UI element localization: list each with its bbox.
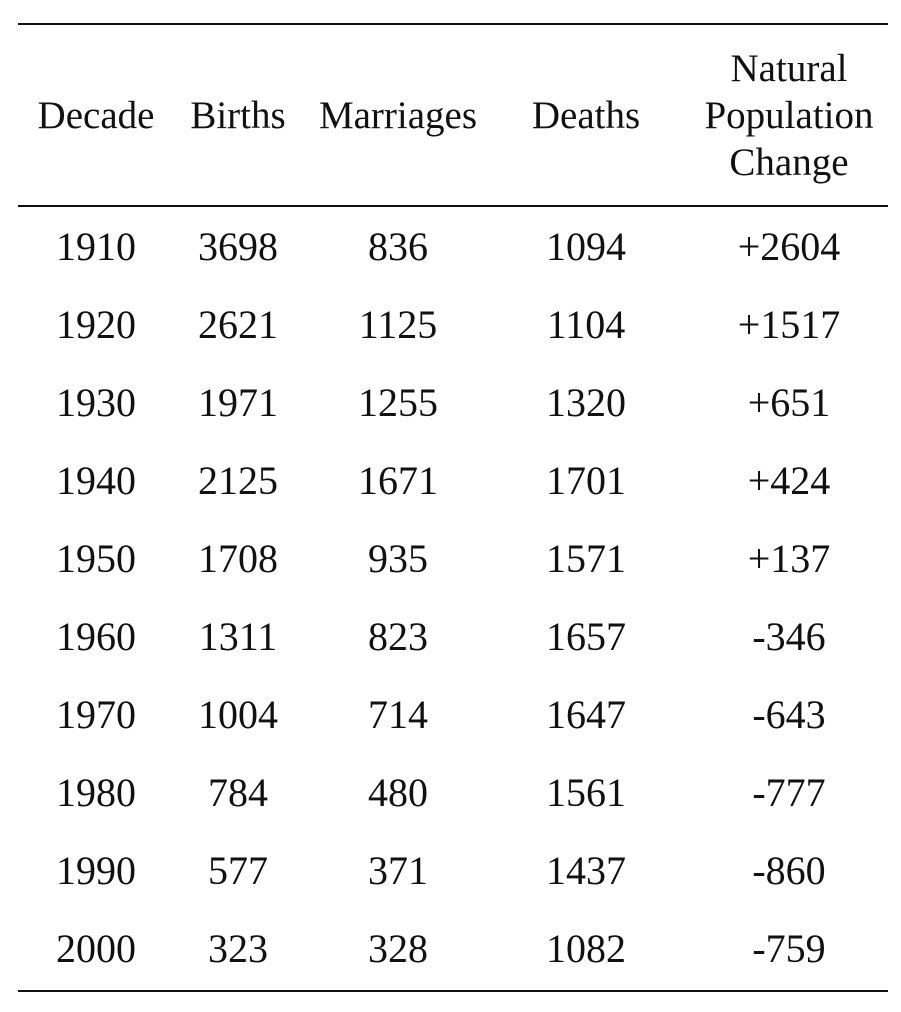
table-row	[18, 519, 888, 597]
cell-births: 577	[208, 847, 268, 893]
cell-decade: 1910	[56, 223, 136, 269]
cell-deaths: 1561	[546, 769, 626, 815]
cell-births: 2125	[198, 457, 278, 503]
cell-marriages: 836	[368, 223, 428, 269]
header-natural-population-change	[690, 25, 888, 205]
cell-natural-change: +2604	[737, 223, 841, 269]
cell-births: 1708	[198, 535, 278, 581]
cell-natural-change: -643	[752, 691, 826, 737]
table-row	[18, 831, 888, 909]
header-births: Births	[190, 93, 286, 137]
table-row	[18, 285, 888, 363]
bottom-rule	[18, 990, 888, 992]
header-natural-line-3: Change	[729, 140, 849, 184]
table-row	[18, 675, 888, 753]
cell-decade: 1920	[56, 301, 136, 347]
cell-births: 323	[208, 925, 268, 971]
cell-decade: 1950	[56, 535, 136, 581]
cell-decade: 1970	[56, 691, 136, 737]
cell-deaths: 1082	[546, 925, 626, 971]
header-marriages: Marriages	[318, 93, 478, 137]
cell-births: 2621	[198, 301, 278, 347]
cell-marriages: 328	[368, 925, 428, 971]
cell-marriages: 823	[368, 613, 428, 659]
header-natural-line-2: Population	[704, 93, 874, 137]
cell-decade: 1980	[56, 769, 136, 815]
table-row	[18, 441, 888, 519]
table-body	[18, 207, 888, 987]
cell-births: 784	[208, 769, 268, 815]
cell-births: 1311	[198, 613, 278, 659]
cell-marriages: 371	[368, 847, 428, 893]
cell-marriages: 1671	[358, 457, 438, 503]
header-deaths: Deaths	[531, 93, 641, 137]
header-natural-line-1: Natural	[730, 46, 848, 90]
cell-deaths: 1571	[546, 535, 626, 581]
table-row	[18, 909, 888, 987]
cell-marriages: 935	[368, 535, 428, 581]
cell-natural-change: -777	[752, 769, 826, 815]
cell-natural-change: +651	[747, 379, 831, 425]
cell-marriages: 1255	[358, 379, 438, 425]
table-row	[18, 753, 888, 831]
cell-marriages: 714	[368, 691, 428, 737]
cell-natural-change: +137	[747, 535, 831, 581]
cell-deaths: 1437	[546, 847, 626, 893]
cell-births: 1004	[198, 691, 278, 737]
table-header	[18, 25, 888, 205]
cell-decade: 1940	[56, 457, 136, 503]
cell-deaths: 1701	[546, 457, 626, 503]
cell-births: 1971	[198, 379, 278, 425]
cell-natural-change: +424	[747, 457, 831, 503]
cell-deaths: 1094	[546, 223, 626, 269]
cell-marriages: 480	[368, 769, 428, 815]
cell-deaths: 1104	[546, 301, 626, 347]
cell-natural-change: +1517	[737, 301, 841, 347]
cell-deaths: 1320	[546, 379, 626, 425]
cell-deaths: 1657	[546, 613, 626, 659]
table-row	[18, 207, 888, 285]
cell-births: 3698	[198, 223, 278, 269]
header-decade: Decade	[37, 93, 155, 137]
cell-marriages: 1125	[358, 301, 438, 347]
cell-natural-change: -346	[752, 613, 826, 659]
cell-decade: 2000	[56, 925, 136, 971]
cell-decade: 1990	[56, 847, 136, 893]
table-row	[18, 597, 888, 675]
cell-decade: 1930	[56, 379, 136, 425]
cell-deaths: 1647	[546, 691, 626, 737]
cell-natural-change: -759	[752, 925, 826, 971]
cell-decade: 1960	[56, 613, 136, 659]
table-row	[18, 363, 888, 441]
cell-natural-change: -860	[752, 847, 826, 893]
